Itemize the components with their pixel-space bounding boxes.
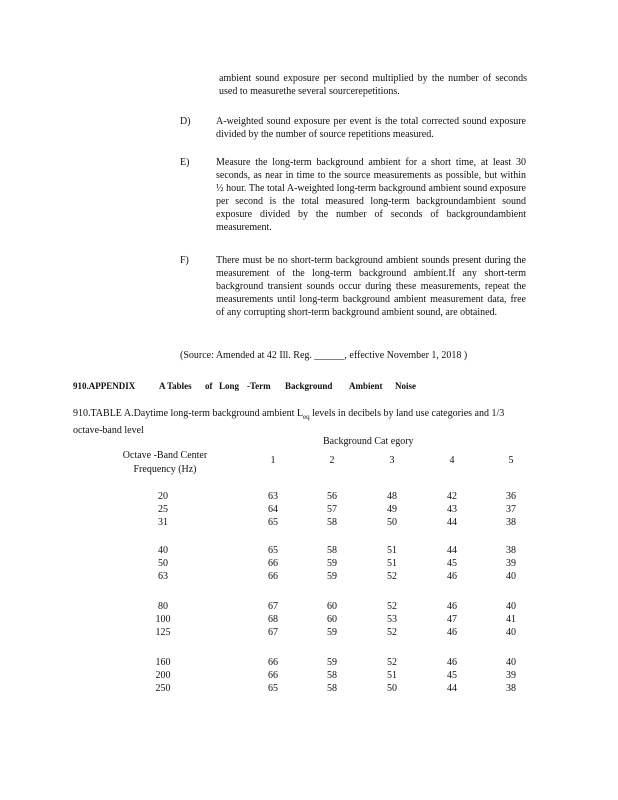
frequency-header-line2: Frequency (Hz) — [133, 464, 197, 475]
level-cell: 58 — [327, 670, 337, 681]
level-cell: 40 — [506, 657, 516, 668]
level-cell: 36 — [506, 491, 516, 502]
level-cell: 52 — [387, 657, 397, 668]
frequency-cell: 31 — [158, 517, 168, 528]
level-cell: 48 — [387, 491, 397, 502]
level-cell: 60 — [327, 614, 337, 625]
level-cell: 64 — [268, 504, 278, 515]
level-cell: 56 — [327, 491, 337, 502]
level-cell: 46 — [447, 627, 457, 638]
item-letter: E) — [180, 157, 190, 168]
appendix-word-of: of — [205, 381, 213, 391]
level-cell: 59 — [327, 627, 337, 638]
level-cell: 40 — [506, 571, 516, 582]
level-cell: 58 — [327, 545, 337, 556]
item-text: A-weighted sound exposure per event is the total corrected sound exposure divided by the number of source repetitions measured. — [216, 116, 526, 140]
category-header-4: 4 — [449, 455, 455, 466]
level-cell: 53 — [387, 614, 397, 625]
appendix-word-ambient: Ambient — [349, 381, 383, 391]
category-header-1: 1 — [270, 455, 276, 466]
level-cell: 41 — [506, 614, 516, 625]
frequency-cell: 125 — [155, 627, 171, 638]
frequency-header-line1: Octave -Band Center — [122, 450, 208, 461]
level-cell: 38 — [506, 517, 516, 528]
frequency-cell: 250 — [155, 683, 171, 694]
table-title — [73, 407, 533, 437]
level-cell: 63 — [268, 491, 278, 502]
appendix-word-term: -Term — [247, 381, 271, 391]
frequency-cell: 50 — [158, 558, 168, 569]
level-cell: 59 — [327, 657, 337, 668]
category-header-3: 3 — [389, 455, 395, 466]
frequency-cell: 25 — [158, 504, 168, 515]
level-cell: 42 — [447, 491, 457, 502]
category-header-5: 5 — [508, 455, 514, 466]
level-cell: 40 — [506, 627, 516, 638]
level-cell: 44 — [447, 683, 457, 694]
level-cell: 45 — [447, 558, 457, 569]
table-title-subscript: eq — [302, 413, 310, 421]
item-letter: D) — [180, 116, 191, 127]
level-cell: 38 — [506, 683, 516, 694]
level-cell: 58 — [327, 517, 337, 528]
level-cell: 44 — [447, 517, 457, 528]
level-cell: 65 — [268, 545, 278, 556]
appendix-section: 910.APPENDIX — [73, 381, 136, 391]
level-cell: 51 — [387, 545, 397, 556]
appendix-letter: A — [159, 381, 166, 391]
level-cell: 67 — [268, 627, 278, 638]
level-cell: 51 — [387, 558, 397, 569]
level-cell: 45 — [447, 670, 457, 681]
level-cell: 66 — [268, 657, 278, 668]
level-cell: 65 — [268, 683, 278, 694]
frequency-cell: 200 — [155, 670, 171, 681]
level-cell: 52 — [387, 627, 397, 638]
level-cell: 51 — [387, 670, 397, 681]
table-title-prefix: 910.TABLE A.Daytime long-term background ambient L — [73, 408, 303, 419]
frequency-cell: 80 — [158, 601, 168, 612]
appendix-word-background: Background — [285, 381, 333, 391]
level-cell: 50 — [387, 683, 397, 694]
level-cell: 52 — [387, 571, 397, 582]
level-cell: 44 — [447, 545, 457, 556]
level-cell: 40 — [506, 601, 516, 612]
level-cell: 67 — [268, 601, 278, 612]
level-cell: 49 — [387, 504, 397, 515]
appendix-word-long: Long — [219, 381, 240, 391]
source-note: (Source: Amended at 42 Ill. Reg. ______, effective November 1, 2018 ) — [180, 350, 468, 361]
level-cell: 59 — [327, 571, 337, 582]
frequency-cell: 20 — [158, 491, 168, 502]
frequency-cell: 160 — [155, 657, 171, 668]
level-cell: 57 — [327, 504, 337, 515]
appendix-word-noise: Noise — [395, 381, 416, 391]
level-cell: 38 — [506, 545, 516, 556]
frequency-cell: 100 — [155, 614, 171, 625]
level-cell: 59 — [327, 558, 337, 569]
category-header-2: 2 — [329, 455, 335, 466]
level-cell: 43 — [447, 504, 457, 515]
continuation-paragraph: ambient sound exposure per second multiplied by the number of seconds used to measurethe several sourcerepetitions. — [219, 73, 527, 97]
level-cell: 66 — [268, 558, 278, 569]
appendix-heading — [73, 381, 553, 391]
frequency-cell: 63 — [158, 571, 168, 582]
level-cell: 47 — [447, 614, 457, 625]
item-text: Measure the long-term background ambient for a short time, at least 30 seconds, as near in time to the source measurements as possible, but within ½ hour. The total A-weighted long-term background ambient sound exposure per second is the total measured long-term backgroundambient sound exposure divided by the number of seconds of backgroundambient measurement. — [216, 157, 526, 233]
frequency-cell: 40 — [158, 545, 168, 556]
level-cell: 37 — [506, 504, 516, 515]
item-letter: F) — [180, 255, 189, 266]
level-cell: 50 — [387, 517, 397, 528]
level-cell: 58 — [327, 683, 337, 694]
level-cell: 46 — [447, 601, 457, 612]
level-cell: 68 — [268, 614, 278, 625]
level-cell: 46 — [447, 657, 457, 668]
level-cell: 66 — [268, 571, 278, 582]
level-cell: 46 — [447, 571, 457, 582]
table-title-suffix: levels in decibels by land use categories and 1/3 octave-band level — [73, 408, 505, 436]
appendix-word-tables: Tables — [167, 381, 192, 391]
background-category-header: Background Cat egory — [323, 436, 414, 447]
level-cell: 66 — [268, 670, 278, 681]
level-cell: 60 — [327, 601, 337, 612]
level-cell: 39 — [506, 558, 516, 569]
level-cell: 52 — [387, 601, 397, 612]
level-cell: 65 — [268, 517, 278, 528]
item-text: There must be no short-term background ambient sounds present during the measurement of the long-term background ambient.If any short-term background transient sounds occur during these measurements, repeat the measurements until long-term background ambient measurement data, free of any corrupting short-term background ambient sound, are obtained. — [216, 255, 526, 318]
level-cell: 39 — [506, 670, 516, 681]
